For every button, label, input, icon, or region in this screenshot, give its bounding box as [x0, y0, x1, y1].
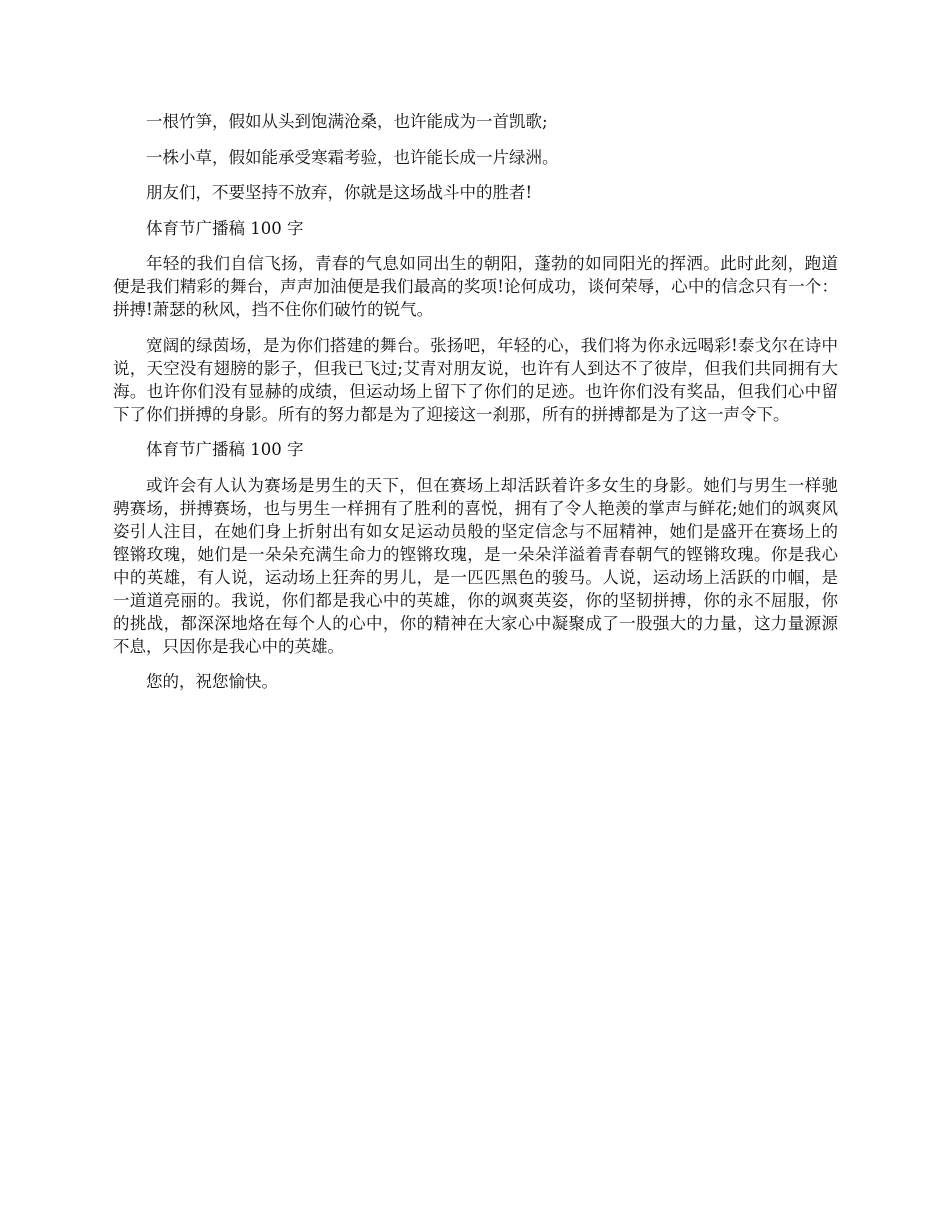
paragraph-field: 宽阔的绿茵场，是为你们搭建的舞台。张扬吧，年轻的心，我们将为你永远喝彩!泰戈尔在诗中说，天空没有翅膀的影子，但我已飞过;艾青对朋友说，也许有人到达不了彼岸，但我们共同拥有大海。也许你们没有显赫的成绩，但运动场上留下了你们的足迹。也许你们没有奖品，但我们心中留下了你们拼搏的身影。所有的努力都是为了迎接这一刹那，所有的拼搏都是为了这一声令下。 [113, 335, 838, 424]
paragraph-friends: 朋友们，不要坚持不放弃，你就是这场战斗中的胜者! [146, 183, 533, 202]
paragraph-women: 或许会有人认为赛场是男生的天下，但在赛场上却活跃着许多女生的身影。她们与男生一样驰骋赛场，拼搏赛场，也与男生一样拥有了胜利的喜悦，拥有了令人艳羡的掌声与鲜花;她们的飒爽风姿引人注目，在她们身上折射出有如女足运动员般的坚定信念与不屈精神，她们是盛开在赛场上的铿锵玫瑰，她们是一朵朵充满生命力的铿锵玫瑰，是一朵朵洋溢着青春朝气的铿锵玫瑰。你是我心中的英雄，有人说，运动场上狂奔的男儿，是一匹匹黑色的骏马。人说，运动场上活跃的巾帼，是一道道亮丽的。我说，你们都是我心中的英雄，你的飒爽英姿，你的坚韧拼搏，你的永不屈服，你的挑战，都深深地烙在每个人的心中，你的精神在大家心中凝聚成了一股强大的力量，这力量源源不息，只因你是我心中的英雄。 [113, 475, 838, 656]
paragraph-youth: 年轻的我们自信飞扬，青春的气息如同出生的朝阳，蓬勃的如同阳光的挥洒。此时此刻，跑道便是我们精彩的舞台，声声加油便是我们最高的奖项!论何成功，谈何荣辱，心中的信念只有一个：拼搏!萧瑟的秋风，挡不住你们破竹的锐气。 [113, 254, 838, 319]
section-heading-2: 体育节广播稿 100 字 [146, 440, 304, 459]
paragraph-grass: 一株小草，假如能承受寒霜考验，也许能长成一片绿洲。 [146, 147, 559, 167]
paragraph-bamboo: 一根竹笋，假如从头到饱满沧桑，也许能成为一首凯歌; [146, 112, 548, 131]
paragraph-closing: 您的，祝您愉快。 [146, 672, 278, 691]
section-heading-1: 体育节广播稿 100 字 [146, 218, 304, 238]
document-body [113, 110, 838, 706]
